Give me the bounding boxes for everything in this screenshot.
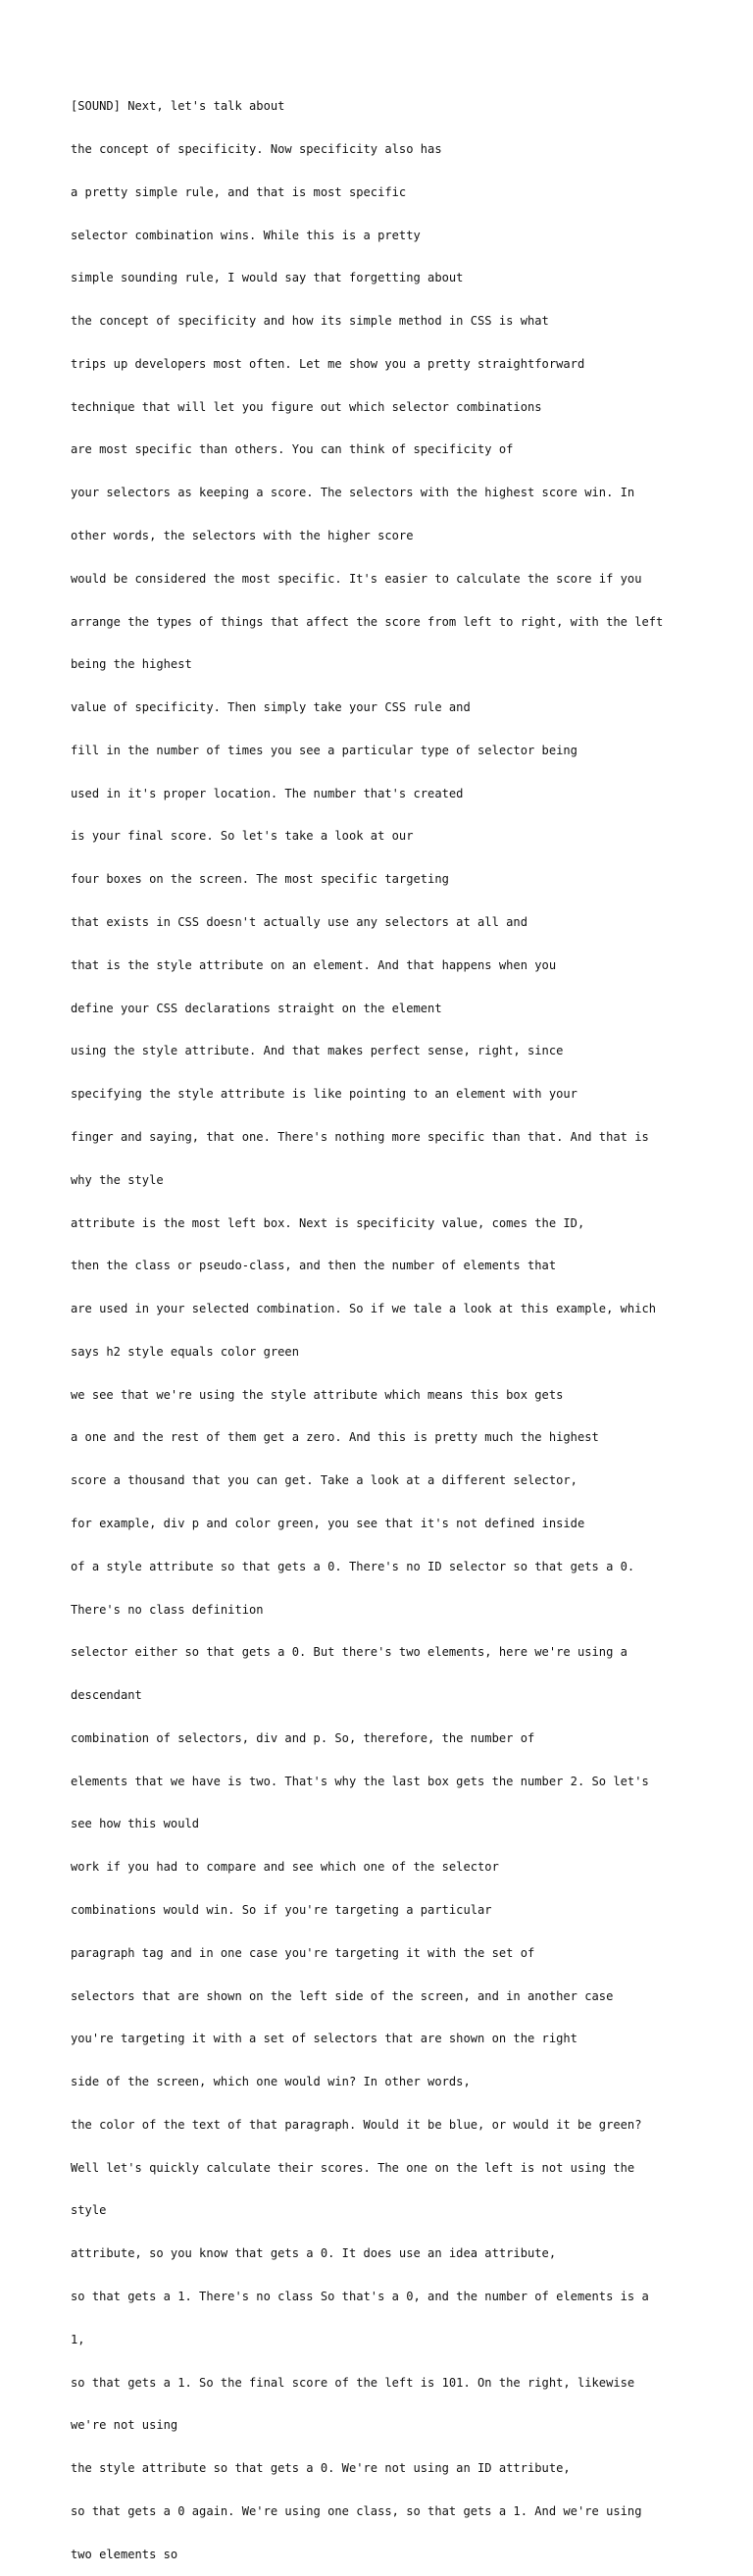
transcript-line: the color of the text of that paragraph. Would it be blue, or would it be green? — [71, 2117, 642, 2132]
transcript-line: so that gets a 0 again. We're using one class, so that gets a 1. And we're using — [71, 2503, 642, 2518]
transcript-line: style — [71, 2203, 107, 2218]
transcript-line: work if you had to compare and see which one of the selector — [71, 1860, 499, 1875]
transcript-line: we're not using — [71, 2418, 178, 2433]
transcript-line: a one and the rest of them get a zero. And this is pretty much the highest — [71, 1430, 599, 1445]
transcript-line: for example, div p and color green, you see that it's not defined inside — [71, 1516, 585, 1530]
transcript-line: paragraph tag and in one case you're targeting it with the set of — [71, 1945, 535, 1960]
transcript-line: that exists in CSS doesn't actually use any selectors at all and — [71, 915, 527, 930]
transcript-line: you're targeting it with a set of selectors that are shown on the right — [71, 2032, 577, 2046]
transcript-line: would be considered the most specific. It's easier to calculate the score if you — [71, 571, 642, 586]
transcript-line: fill in the number of times you see a particular type of selector being — [71, 743, 577, 757]
transcript-line: being the highest — [71, 657, 192, 672]
transcript-line: side of the screen, which one would win? In other words, — [71, 2075, 471, 2089]
transcript-line: says h2 style equals color green — [71, 1344, 299, 1359]
transcript-line: [SOUND] Next, let's talk about — [71, 99, 285, 114]
transcript-text — [71, 71, 698, 2576]
transcript-line: so that gets a 1. There's no class So that's a 0, and the number of elements is a — [71, 2290, 649, 2304]
transcript-line: a pretty simple rule, and that is most specific — [71, 184, 407, 199]
transcript-line: combination of selectors, div and p. So, therefore, the number of — [71, 1730, 535, 1745]
transcript-line: combinations would win. So if you're targeting a particular — [71, 1903, 492, 1917]
transcript-line: other words, the selectors with the higher score — [71, 529, 414, 542]
transcript-line: value of specificity. Then simply take your CSS rule and — [71, 700, 471, 715]
transcript-line: selector either so that gets a 0. But there's two elements, here we're using a — [71, 1645, 628, 1660]
transcript-line: specifying the style attribute is like pointing to an element with your — [71, 1087, 577, 1102]
transcript-line: There's no class definition — [71, 1602, 264, 1617]
transcript-line: two elements so — [71, 2547, 178, 2561]
transcript-line: finger and saying, that one. There's nothing more specific than that. And that is — [71, 1129, 649, 1144]
transcript-line: score a thousand that you can get. Take a look at a different selector, — [71, 1473, 577, 1488]
transcript-line: attribute is the most left box. Next is specificity value, comes the ID, — [71, 1215, 585, 1230]
transcript-line: are most specific than others. You can think of specificity of — [71, 442, 514, 457]
transcript-line: the style attribute so that gets a 0. We're not using an ID attribute, — [71, 2461, 571, 2476]
transcript-line: that is the style attribute on an element. And that happens when you — [71, 957, 557, 972]
transcript-line: elements that we have is two. That's why the last box gets the number 2. So let's — [71, 1774, 649, 1788]
transcript-line: is your final score. So let's take a look at our — [71, 829, 414, 844]
transcript-line: then the class or pseudo-class, and then the number of elements that — [71, 1259, 557, 1273]
transcript-line: the concept of specificity and how its simple method in CSS is what — [71, 314, 549, 329]
transcript-line: see how this would — [71, 1817, 200, 1831]
transcript-line: 1, — [71, 2332, 85, 2346]
transcript-line: are used in your selected combination. So if we tale a look at this example, which — [71, 1302, 657, 1316]
transcript-line: the concept of specificity. Now specificity also has — [71, 141, 442, 156]
transcript-line: Well let's quickly calculate their scores. The one on the left is not using the — [71, 2160, 635, 2175]
transcript-line: simple sounding rule, I would say that forgetting about — [71, 271, 464, 285]
transcript-line: attribute, so you know that gets a 0. It does use an idea attribute, — [71, 2246, 557, 2261]
transcript-line: arrange the types of things that affect the score from left to right, with the left — [71, 614, 664, 629]
transcript-line: selectors that are shown on the left side of the screen, and in another case — [71, 1988, 614, 2003]
transcript-line: used in it's proper location. The number that's created — [71, 786, 464, 800]
transcript-line: so that gets a 1. So the final score of the left is 101. On the right, likewise — [71, 2375, 635, 2390]
transcript-line: selector combination wins. While this is a pretty — [71, 228, 421, 242]
transcript-line: define your CSS declarations straight on the element — [71, 1001, 442, 1015]
transcript-line: of a style attribute so that gets a 0. There's no ID selector so that gets a 0. — [71, 1559, 635, 1573]
transcript-line: trips up developers most often. Let me show you a pretty straightforward — [71, 356, 585, 371]
transcript-line: using the style attribute. And that makes perfect sense, right, since — [71, 1044, 564, 1058]
transcript-line: four boxes on the screen. The most specific targeting — [71, 872, 449, 887]
transcript-line: your selectors as keeping a score. The selectors with the highest score win. In — [71, 486, 635, 500]
transcript-line: descendant — [71, 1688, 142, 1703]
transcript-line: technique that will let you figure out which selector combinations — [71, 399, 542, 414]
transcript-line: why the style — [71, 1172, 164, 1187]
transcript-line: we see that we're using the style attribute which means this box gets — [71, 1387, 564, 1402]
